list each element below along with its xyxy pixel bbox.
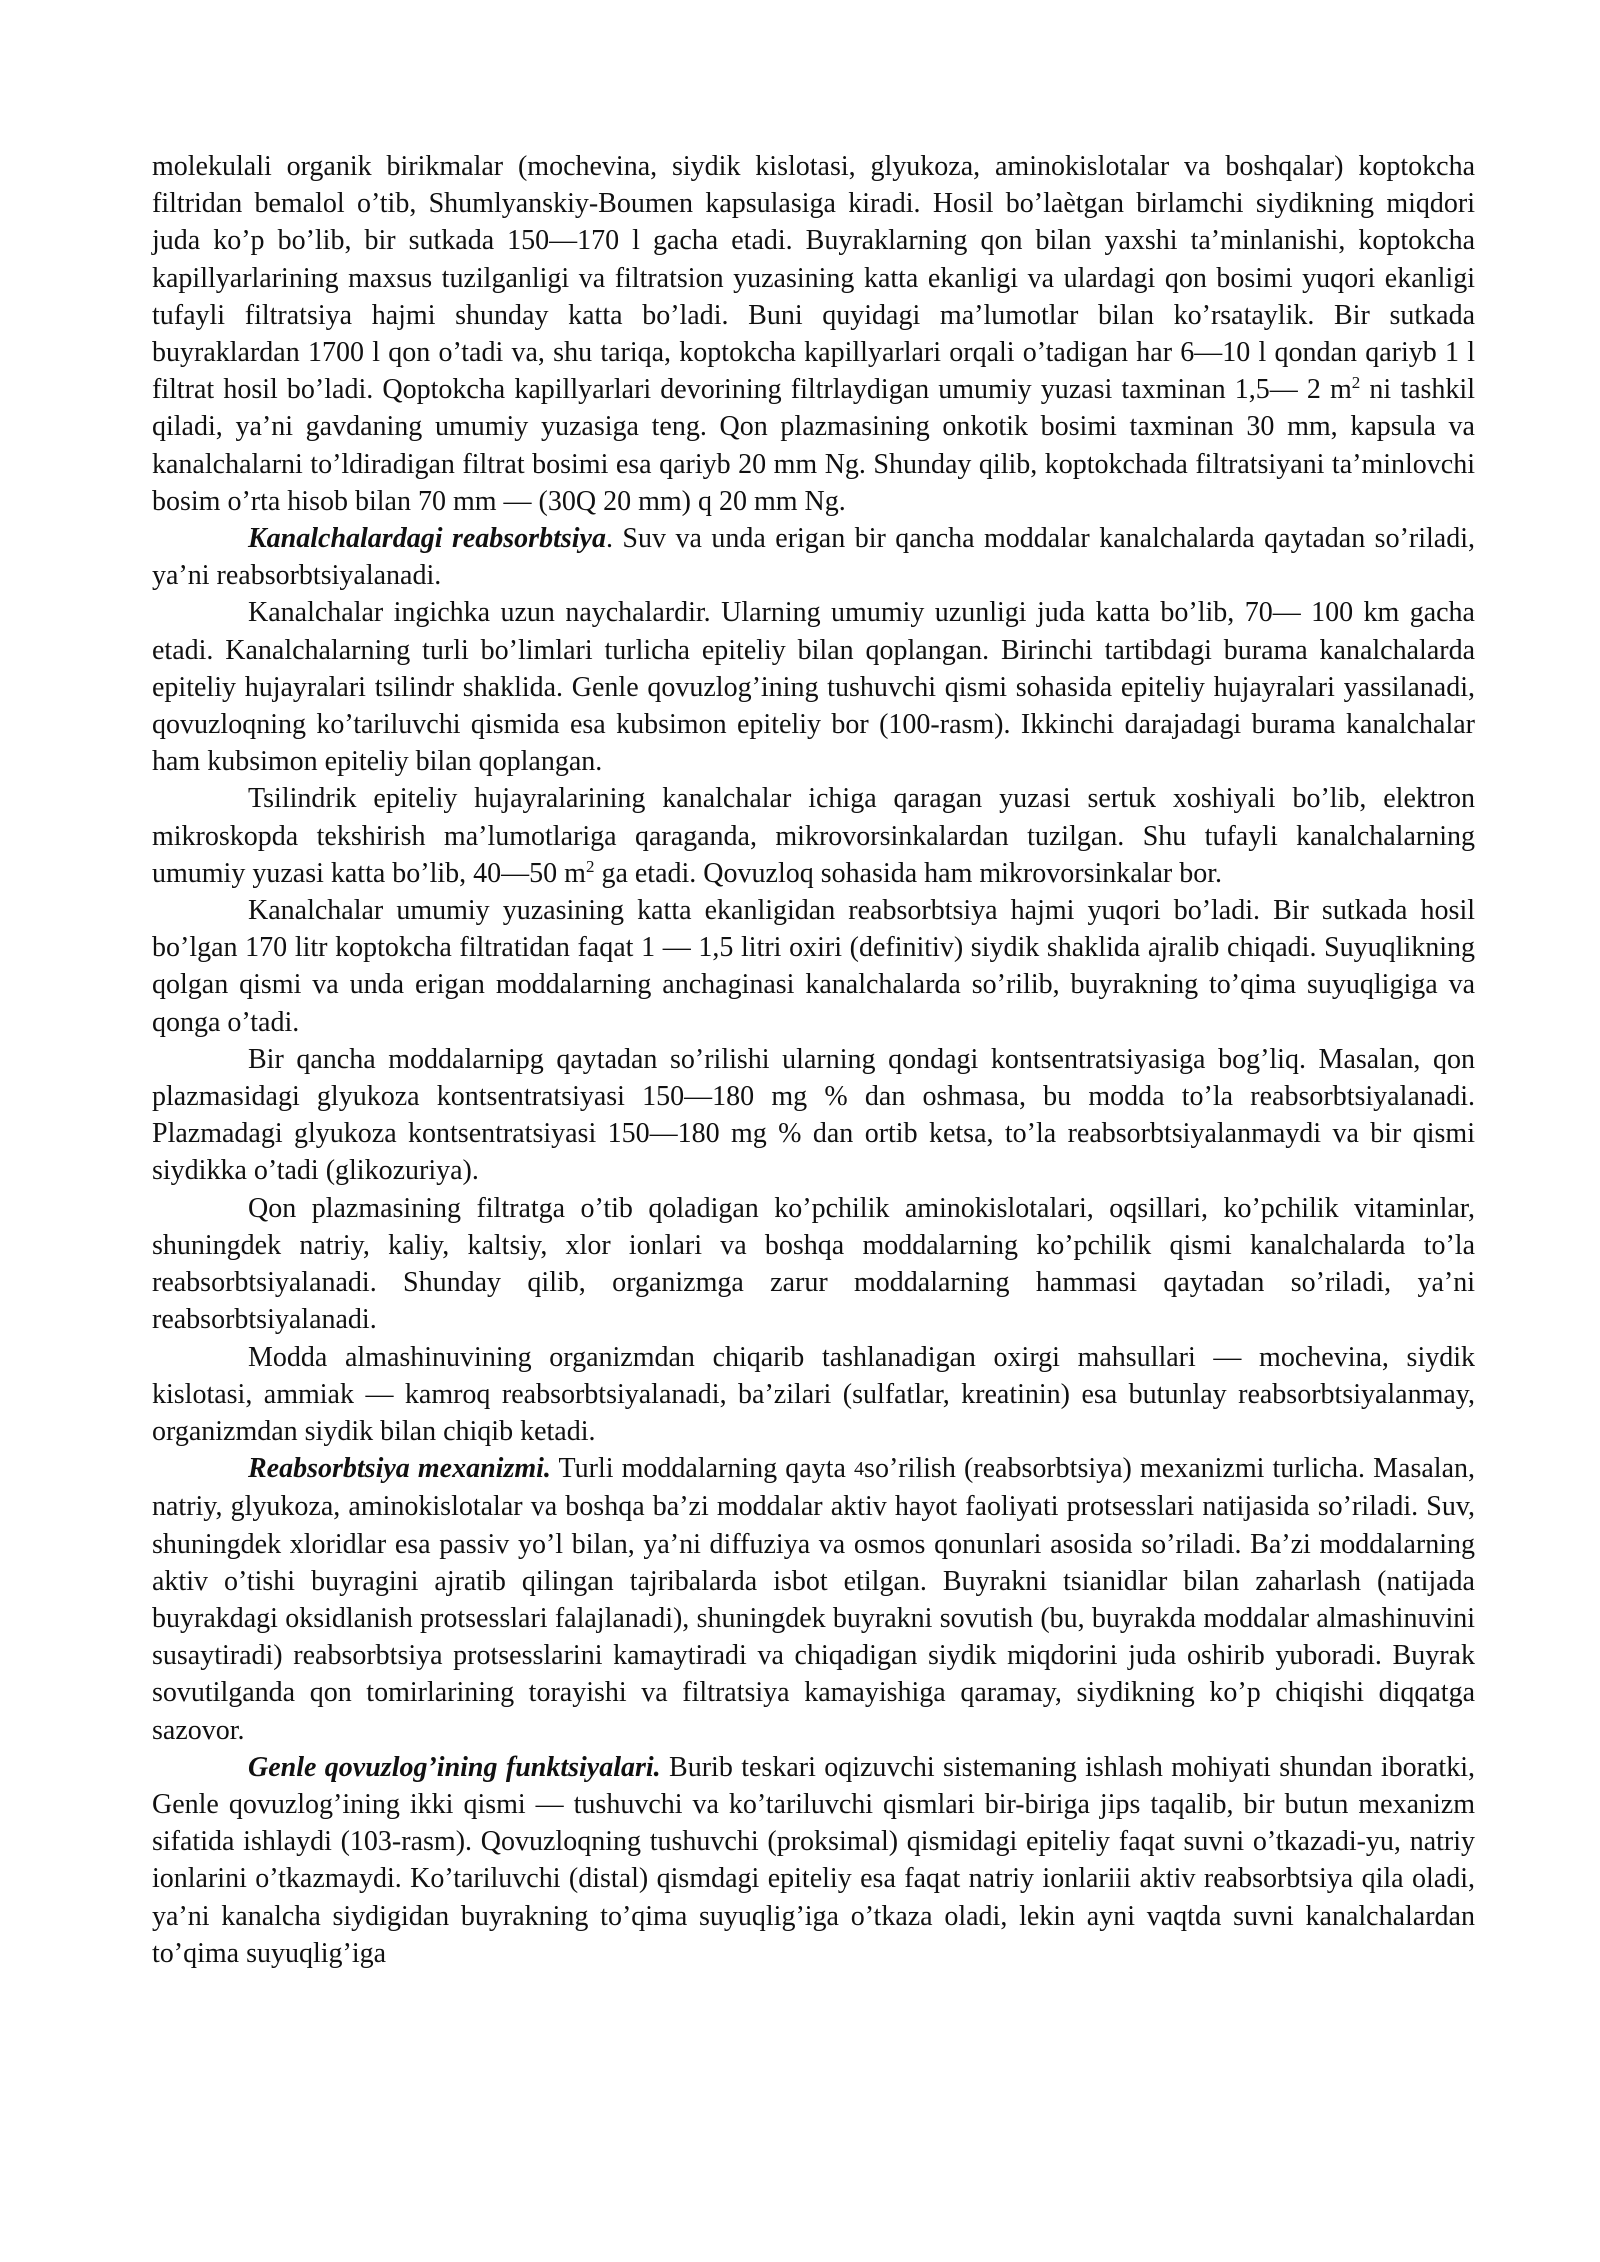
paragraph-text: . Suv va unda erigan bir qancha moddalar kanalchalarda qaytadan so’riladi, ya’ni reabsorbtsiyalanadi. [152, 523, 1475, 592]
paragraph-kanalchalardagi-reabsorbtsiya [152, 520, 1475, 594]
paragraph-text: Bir qancha moddalarnipg qaytadan so’rilishi ularning qondagi kontsentratsiyasiga bog’liq. Masalan, qon plazmasidagi glyukoza kontsentratsiyasi 150—180 mg % dan oshmasa, bu modda to’la reabsorbtsiyalanadi. Plazmadagi glyukoza kontsentratsiyasi 150—180 mg % dan ortib ketsa, to’la reabsorbtsiyalanmaydi va bir qismi siydikka o’tadi (glikozuriya). [152, 1043, 1475, 1187]
paragraph-aminokislotalar [152, 1190, 1475, 1339]
document-page [152, 148, 1475, 1972]
section-heading: Kanalchalardagi reabsorbtsiya [248, 523, 606, 555]
page-number: 4 [854, 1458, 865, 1481]
section-heading: Genle qovuzlog’ining funktsiyalari. [248, 1751, 661, 1783]
superscript: 2 [585, 856, 595, 876]
paragraph-text: Modda almashinuvining organizmdan chiqarib tashlanadigan oxirgi mahsullari — mochevina, siydik kislotasi, ammiak — kamroq reabsorbtsiyalanadi, ba’zilari (sulfatlar, kreatinin) esa butunlay reabsorbtsiyalanmay, organizmdan siydik bilan chiqib ketadi. [152, 1341, 1475, 1447]
paragraph-text: Kanalchalar ingichka uzun naychalardir. Ularning umumiy uzunligi juda katta bo’lib, 70— 100 km gacha etadi. Kanalchalarning turli bo’limlari turlicha epiteliy bilan qoplangan. Birinchi tartibdagi burama kanalchalarda epiteliy hujayralari tsilindr shaklida. Genle qovuzlog’ining tushuvchi qismi sohasida epiteliy hujayralari yassilanadi, qovuzloqning ko’tariluvchi qismida esa kubsimon epiteliy bor (100-rasm). Ikkinchi darajadagi burama kanalchalar ham kubsimon epiteliy bilan qoplangan. [152, 597, 1475, 778]
paragraph-text: Tsilindrik epiteliy hujayralarining kanalchalar ichiga qaragan yuzasi sertuk xoshiyali bo’lib, elektron mikroskopda tekshirish ma’lumotlariga qaraganda, mikrovorsinkalardan tuzilgan. Shu tufayli kanalchalarning umumiy yuzasi katta bo’lib, 40—50 m [152, 783, 1475, 889]
paragraph-reabsorbtsiya-mexanizmi [152, 1450, 1475, 1749]
paragraph-text: so’rilish (reabsorbtsiya) mexanizmi turlicha. Masalan, natriy, glyukoza, aminokislotalar va boshqa ba’zi moddalar aktiv hayot faoliyati protsesslari natijasida so’riladi. Suv, shuningdek xloridlar esa passiv yo’l bilan, ya’ni diffuziya va osmos qonunlari asosida so’riladi. Ba’zi moddalarning aktiv o’tishi buyragini ajratib qilingan tajribalarda isbot etilgan. Buyrakni tsianidlar bilan zaharlash (natijada buyrakdagi oksidlanish protsesslari falajlanadi), shuningdek buyrakni sovutish (bu, buyrakda moddalar almashinuvini susaytiradi) reabsorbtsiya protsesslarini kamaytiradi va chiqadigan siydik miqdorini juda oshirib yuboradi. Buyrak sovutilganda qon tomirlarining torayishi va filtratsiya kamayishiga qaramay, siydikning ko’p chiqishi diqqatga sazovor. [152, 1453, 1476, 1746]
paragraph-genle-qovuzlogi [152, 1749, 1475, 1972]
paragraph-text: Qon plazmasining filtratga o’tib qoladigan ko’pchilik aminokislotalari, oqsillari, ko’pchilik vitaminlar, shuningdek natriy, kaliy, kaltsiy, xlor ionlari va boshqa moddalarning ko’pchilik qismi kanalchalarda to’la reabsorbtsiyalanadi. Shunday qilib, organizmga zarur moddalarning hammasi qaytadan so’riladi, ya’ni reabsorbtsiyalanadi. [152, 1192, 1475, 1336]
paragraph-text: ga etadi. Qovuzloq sohasida ham mikrovorsinkalar bor. [594, 857, 1222, 889]
paragraph-modda-almashinuvi [152, 1339, 1475, 1451]
paragraph-reabsorbtsiya-hajmi [152, 892, 1475, 1041]
paragraph-text: Turli moddalarning qayta [550, 1453, 855, 1485]
superscript: 2 [1351, 373, 1361, 393]
paragraph-glyukoza [152, 1041, 1475, 1190]
paragraph-text: Kanalchalar umumiy yuzasining katta ekanligidan reabsorbtsiya hajmi yuqori bo’ladi. Bir sutkada hosil bo’lgan 170 litr koptokcha filtratidan faqat 1 — 1,5 litri oxiri (definitiv) siydik shaklida ajralib chiqadi. Suyuqlikning qolgan qismi va unda erigan moddalarning anchaginasi kanalchalarda so’rilib, buyrakning to’qima suyuqligiga va qonga o’tadi. [152, 895, 1475, 1038]
paragraph-filtration [152, 148, 1475, 520]
paragraph-tsilindrik-epiteliy [152, 780, 1475, 892]
paragraph-text: Burib teskari oqizuvchi sistemaning ishlash mohiyati shundan iboratki, Genle qovuzlog’ining ikki qismi — tushuvchi va ko’tariluvchi qismlari bir-biriga jips taqalib, bir butun mexanizm sifatida ishlaydi (103-rasm). Qovuzloqning tushuvchi (proksimal) qismidagi epiteliy faqat suvni o’tkazadi-yu, natriy ionlarini o’tkazmaydi. Ko’tariluvchi (distal) qismdagi epiteliy esa faqat natriy ionlariii aktiv reabsorbtsiya qila oladi, ya’ni kanalcha siydigidan buyrakning to’qima suyuqlig’iga o’tkaza oladi, lekin ayni vaqtda suvni kanalchalardan to’qima suyuqlig’iga [152, 1751, 1475, 1969]
paragraph-kanalchalar-tuzilishi [152, 594, 1475, 780]
paragraph-text: molekulali organik birikmalar (mochevina, siydik kislotasi, glyukoza, aminokislotalar va boshqalar) koptokcha filtridan bemalol o’tib, Shumlyanskiy-Boumen kapsulasiga kiradi. Hosil bo’laètgan birlamchi siydikning miqdori juda ko’p bo’lib, bir sutkada 150—170 l gacha etadi. Buyraklarning qon bilan yaxshi ta’minlanishi, koptokcha kapillyarlarining maxsus tuzilganligi va filtratsion yuzasining katta ekanligi va ulardagi qon bosimi yuqori ekanligi tufayli filtratsiya hajmi shunday katta bo’ladi. Buni quyidagi ma’lumotlar bilan ko’rsataylik. Bir sutkada buyraklardan 1700 l qon o’tadi va, shu tariqa, koptokcha kapillyarlari orqali o’tadigan har 6—10 l qondan qariyb 1 l filtrat hosil bo’ladi. Qoptokcha kapillyarlari devorining filtrlaydigan umumiy yuzasi taxminan 1,5— 2 m [152, 151, 1475, 406]
section-heading: Reabsorbtsiya mexanizmi. [248, 1453, 551, 1485]
paragraph-text: ni tashkil qiladi, ya’ni gavdaning umumiy yuzasiga teng. Qon plazmasining onkotik bosimi taxminan 30 mm, kapsula va kanalchalarni to’ldiradigan filtrat bosimi esa qariyb 20 mm Ng. Shunday qilib, koptokchada filtratsiyani ta’minlovchi bosim o’rta hisob bilan 70 mm — (30Q 20 mm) q 20 mm Ng. [152, 374, 1475, 517]
